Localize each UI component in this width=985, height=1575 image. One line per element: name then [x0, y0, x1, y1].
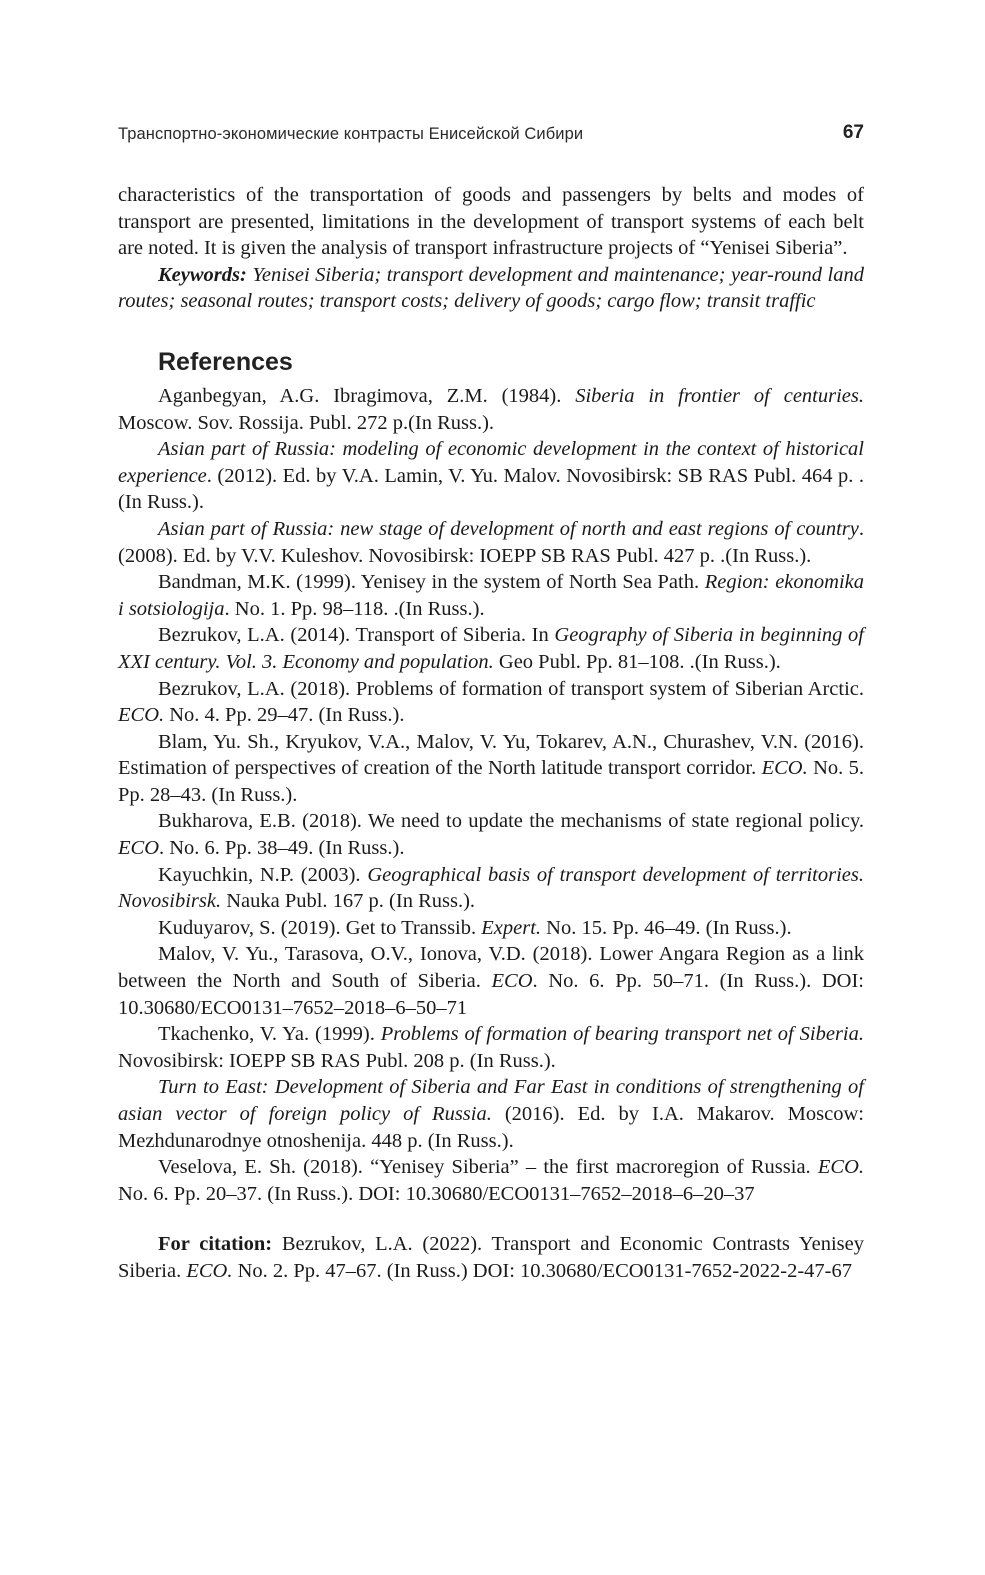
reference-item: Bezrukov, L.A. (2014). Transport of Siberia. In Geography of Siberia in beginning of XXI century. Vol. 3. Economy and population. Geo Publ. Pp. 81–108. .(In Russ.).: [118, 624, 864, 673]
page-body: [118, 182, 864, 1285]
references-heading: References: [158, 347, 293, 376]
reference-item: Aganbegyan, A.G. Ibragimova, Z.M. (1984). Siberia in frontier of centuries. Moscow. Sov. Rossija. Publ. 272 p.(In Russ.).: [118, 384, 864, 434]
reference-item: Tkachenko, V. Ya. (1999). Problems of formation of bearing transport net of Siberia. Novosibirsk: IOEPP SB RAS Publ. 208 p. (In Russ.).: [118, 1023, 864, 1072]
reference-item: Veselova, E. Sh. (2018). “Yenisey Siberia” – the first macroregion of Russia. ECO. No. 6. Pp. 20–37. (In Russ.). DOI: 10.30680/ECO0131–7652–2018–6–20–37: [118, 1156, 864, 1205]
reference-item: Malov, V. Yu., Tarasova, O.V., Ionova, V.D. (2018). Lower Angara Region as a link between the North and South of Siberia. ECO. No. 6. Pp. 50–71. (In Russ.). DOI: 10.30680/ECO0131–7652–2018–6–50–71: [118, 943, 864, 1019]
reference-item: Kuduyarov, S. (2019). Get to Transsib. Expert. No. 15. Pp. 46–49. (In Russ.).: [158, 916, 792, 939]
keywords-text: Yenisei Siberia; transport development and maintenance; year-round land routes; seasonal routes; transport costs; delivery of goods; cargo flow; transit traffic: [118, 263, 865, 313]
reference-item: Turn to East: Development of Siberia and Far East in conditions of strengthening of asian vector of foreign policy of Russia. (2016). Ed. by I.A. Makarov. Moscow: Mezhdunarodnye otnoshenija. 448 p. (In Russ.).: [118, 1076, 864, 1152]
keywords: [118, 262, 864, 315]
keywords-label: Keywords:: [158, 263, 247, 286]
running-title: Транспортно-экономические контрасты Енисейской Сибири: [118, 125, 584, 143]
reference-item: Asian part of Russia: modeling of economic development in the context of historical experience. (2012). Ed. by V.A. Lamin, V. Yu. Malov. Novosibirsk: SB RAS Publ. 464 p. .(In Russ.).: [118, 438, 864, 514]
reference-item: Bezrukov, L.A. (2018). Problems of formation of transport system of Siberian Arctic. ECO. No. 4. Pp. 29–47. (In Russ.).: [118, 677, 864, 727]
abstract-end: characteristics of the transportation of goods and passengers by belts and modes of transport are presented, limitations in the development of transport systems of each belt are noted. It is given the analysis of transport infrastructure projects of “Yenisei Siberia”.: [118, 184, 864, 260]
page-number: 67: [842, 122, 864, 143]
reference-item: Bukharova, E.B. (2018). We need to update the mechanisms of state regional policy. ECO. No. 6. Pp. 38–49. (In Russ.).: [118, 810, 864, 860]
reference-item: Bandman, M.K. (1999). Yenisey in the system of North Sea Path. Region: ekonomika i sotsiologija. No. 1. Pp. 98–118. .(In Russ.).: [118, 571, 864, 620]
citation: For citation: Bezrukov, L.A. (2022). Transport and Economic Contrasts Yenisey Siberia. ECO. No. 2. Pp. 47–67. (In Russ.) DOI: 10.30680/ECO0131-7652-2022-2-47-67: [118, 1233, 864, 1282]
citation-label: For citation:: [158, 1233, 273, 1256]
running-head: [118, 122, 864, 148]
reference-item: Blam, Yu. Sh., Kryukov, V.A., Malov, V. Yu, Tokarev, A.N., Churashev, V.N. (2016). Estimation of perspectives of creation of the North latitude transport corridor. ECO. No. 5. Pp. 28–43. (In Russ.).: [118, 730, 864, 806]
reference-item: Asian part of Russia: new stage of development of north and east regions of country. (2008). Ed. by V.V. Kuleshov. Novosibirsk: IOEPP SB RAS Publ. 427 p. .(In Russ.).: [118, 517, 864, 567]
reference-item: Kayuchkin, N.P. (2003). Geographical basis of transport development of territories. Novosibirsk. Nauka Publ. 167 p. (In Russ.).: [118, 863, 864, 913]
references-list: [118, 383, 864, 1207]
